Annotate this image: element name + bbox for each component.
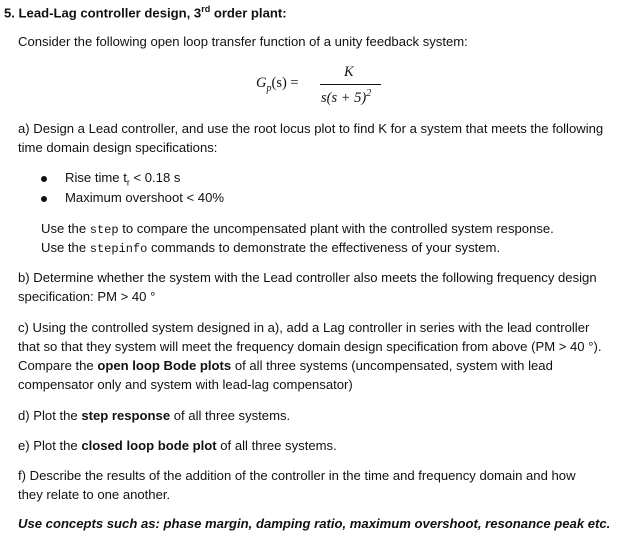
equation-denominator: $s(s + 5)^2$ xyxy=(321,88,372,106)
part-d: d) Plot the step response of all three systems. xyxy=(18,408,291,423)
bullet-dot xyxy=(41,196,47,202)
part-e: e) Plot the closed loop bode plot of all three systems. xyxy=(18,438,337,453)
part-c-line-2: that so that they system will meet the frequency domain design specification from above (PM > 40 °). xyxy=(18,339,602,354)
part-f-line-2: they relate to one another. xyxy=(18,487,171,502)
problem-title: 5. Lead-Lag controller design, 3rd order plant: xyxy=(4,4,287,21)
part-b-line-1: b) Determine whether the system with the Lead controller also meets the following frequency design xyxy=(18,270,597,285)
fraction-bar xyxy=(320,84,381,85)
part-a-line-2: time domain design specifications: xyxy=(18,140,218,155)
part-c-line-1: c) Using the controlled system designed in a), add a Lag controller in series with the lead controller xyxy=(18,320,590,335)
equation-lhs: $G_p(s)$ = xyxy=(256,75,299,94)
intro-text: Consider the following open loop transfer function of a unity feedback system: xyxy=(18,34,468,49)
equation-numerator: K xyxy=(344,64,354,80)
part-c-line-3: Compare the open loop Bode plots of all three systems (uncompensated, system with lead xyxy=(18,358,553,373)
part-a-line-1: a) Design a Lead controller, and use the root locus plot to find K for a system that meets the following xyxy=(18,121,604,136)
spec-rise-time: Rise time $t_r < 0.18$ s xyxy=(65,170,181,188)
part-b-line-2: specification: PM > 40 ° xyxy=(18,289,156,304)
use-stepinfo-line: Use the stepinfo commands to demonstrate the effectiveness of your system. xyxy=(41,240,501,256)
spec-overshoot: Maximum overshoot < 40% xyxy=(65,190,225,205)
closing-note: Use concepts such as: phase margin, damping ratio, maximum overshoot, resonance peak etc. xyxy=(18,516,611,531)
part-f-line-1: f) Describe the results of the addition of the controller in the time and frequency domain and how xyxy=(18,468,576,483)
part-c-line-4: compensator only and system with lead-lag compensator) xyxy=(18,377,353,392)
use-step-line: Use the step to compare the uncompensated plant with the controlled system response. xyxy=(41,221,554,237)
bullet-dot xyxy=(41,176,47,182)
